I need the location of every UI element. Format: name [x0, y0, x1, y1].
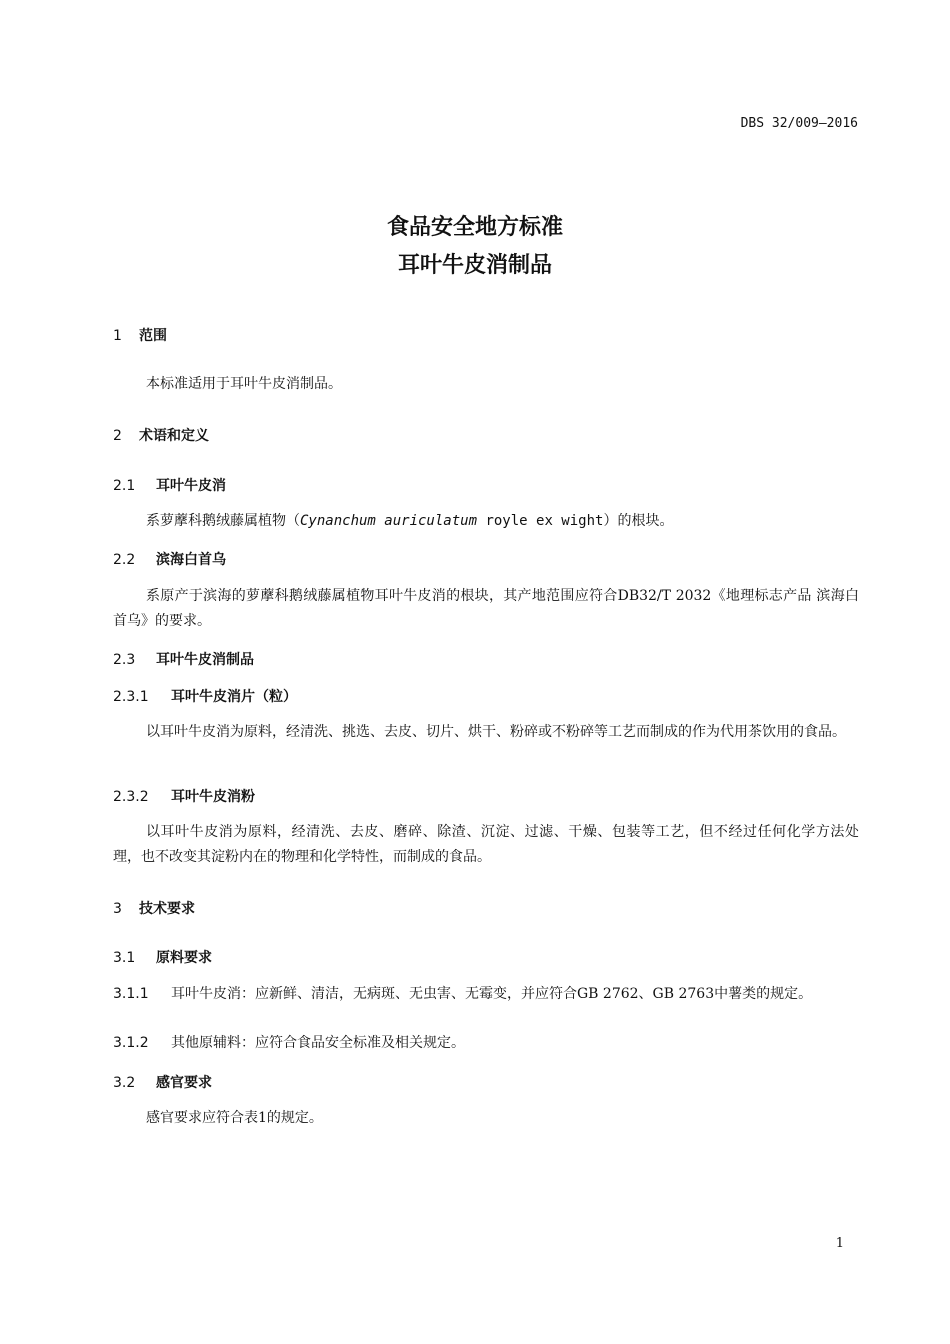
section-title: 感官要求 — [156, 1075, 212, 1091]
section-number: 3.1 — [113, 950, 136, 966]
section-number: 2.3.1 — [113, 689, 149, 705]
section-2-3-2-text: 以耳叶牛皮消为原料，经清洗、去皮、磨碎、除渣、沉淀、过滤、干燥、包装等工艺，但不经过任何化学方法处理，也不改变其淀粉内在的物理和化学特性，而制成的食品。 — [113, 824, 859, 865]
section-2-3-2-heading — [113, 786, 255, 806]
section-number: 2.3.2 — [113, 789, 149, 805]
section-title: 耳叶牛皮消片（粒） — [171, 689, 297, 705]
page-number: 1 — [835, 1236, 844, 1251]
section-1-heading — [113, 325, 167, 345]
text-part: 系萝藦科鹅绒藤属植物（ — [146, 513, 300, 529]
section-3-1-heading — [113, 947, 212, 967]
section-2-1-text — [113, 509, 859, 534]
clause-text: 其他原辅料：应符合食品安全标准及相关规定。 — [171, 1035, 465, 1051]
section-number: 2.3 — [113, 652, 136, 668]
section-title: 耳叶牛皮消 — [156, 478, 226, 494]
section-title: 滨海白首乌 — [156, 552, 226, 568]
section-1-text: 本标准适用于耳叶牛皮消制品。 — [146, 376, 342, 392]
document-title-line2: 耳叶牛皮消制品 — [397, 253, 552, 278]
section-3-2-text: 感官要求应符合表1的规定。 — [146, 1110, 323, 1126]
section-3-heading — [113, 898, 195, 918]
section-number: 3.2 — [113, 1075, 136, 1091]
section-2-1-heading — [113, 475, 226, 495]
section-number: 3 — [113, 901, 122, 917]
document-title-line1: 食品安全地方标准 — [386, 215, 563, 240]
latin-name: Cynanchum auriculatum — [300, 513, 478, 529]
section-title: 耳叶牛皮消粉 — [171, 789, 255, 805]
section-title: 技术要求 — [139, 901, 195, 917]
section-number: 2 — [113, 428, 122, 444]
section-2-2-heading — [113, 549, 226, 569]
author-name: royle ex wight — [477, 513, 604, 529]
section-3-2-heading — [113, 1072, 212, 1092]
clause-3-1-1 — [113, 982, 859, 1007]
section-title: 耳叶牛皮消制品 — [156, 652, 254, 668]
clause-number: 3.1.2 — [113, 1035, 149, 1051]
clause-number: 3.1.1 — [113, 986, 149, 1002]
section-number: 1 — [113, 328, 122, 344]
section-2-3-1-heading — [113, 686, 297, 706]
section-number: 2.2 — [113, 552, 136, 568]
section-2-heading — [113, 425, 209, 445]
section-2-3-heading — [113, 649, 254, 669]
section-2-3-1-text: 以耳叶牛皮消为原料，经清洗、挑选、去皮、切片、烘干、粉碎或不粉碎等工艺而制成的作为代用茶饮用的食品。 — [146, 724, 846, 740]
clause-3-1-2 — [113, 1031, 859, 1056]
section-title: 范围 — [139, 328, 167, 344]
section-title: 原料要求 — [156, 950, 212, 966]
text-part: ）的根块。 — [603, 513, 674, 529]
standard-code: DBS 32/009—2016 — [740, 116, 858, 131]
section-title: 术语和定义 — [139, 428, 209, 444]
section-number: 2.1 — [113, 478, 136, 494]
section-2-2-text: 系原产于滨海的萝藦科鹅绒藤属植物耳叶牛皮消的根块，其产地范围应符合DB32/T 2032《地理标志产品 滨海白首乌》的要求。 — [113, 588, 859, 629]
clause-text: 耳叶牛皮消：应新鲜、清洁，无病斑、无虫害、无霉变，并应符合GB 2762、GB 2763中薯类的规定。 — [171, 986, 813, 1002]
